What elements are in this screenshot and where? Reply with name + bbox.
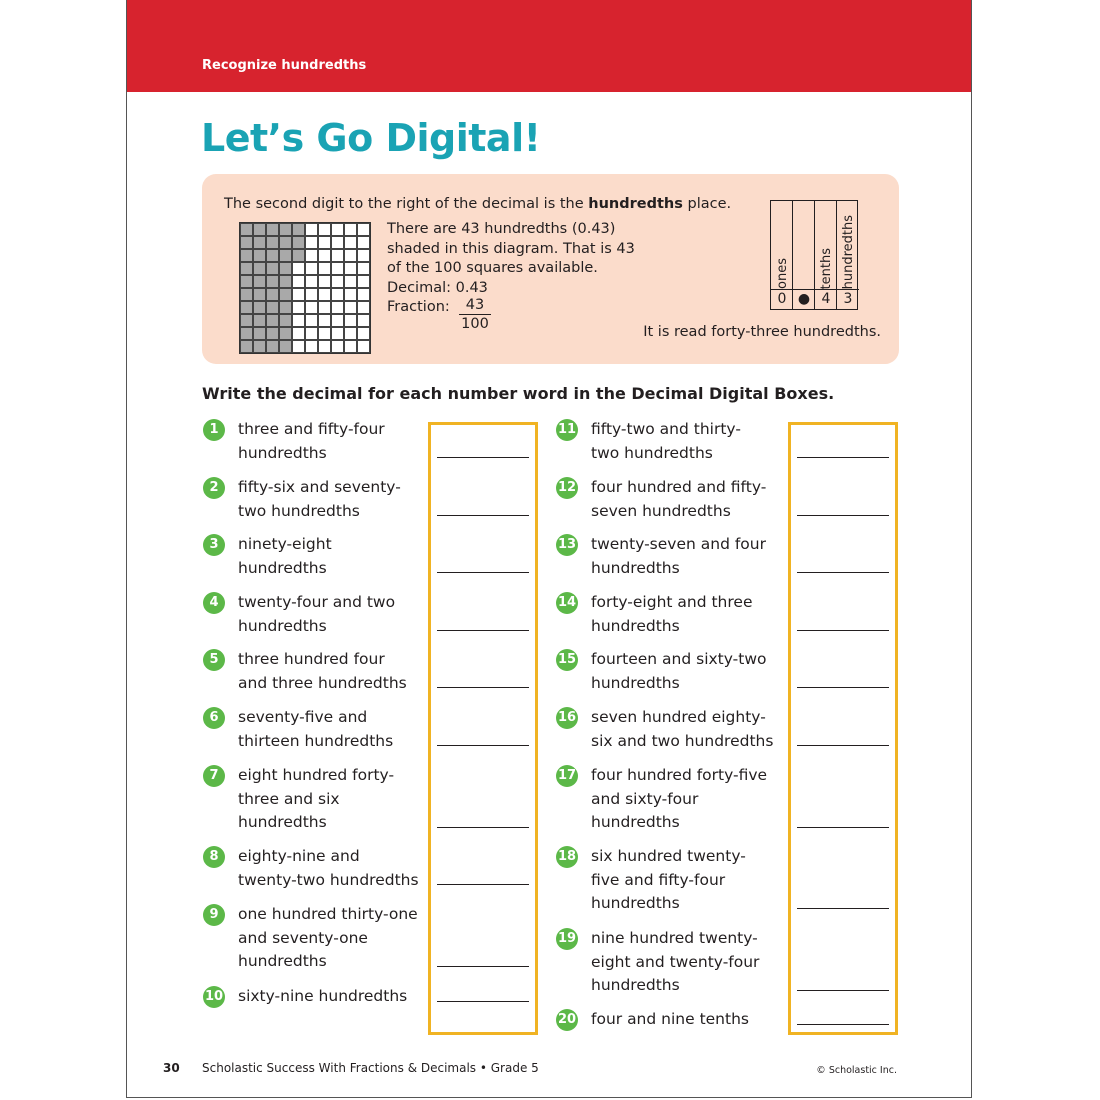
grid-square (279, 301, 292, 314)
grid-square (357, 262, 370, 275)
item-number-word: four hundred forty-five and sixty-four hundredths (591, 766, 768, 831)
grid-square (266, 314, 279, 327)
grid-square (240, 288, 253, 301)
place-value: 3 (837, 289, 859, 309)
grid-square (318, 314, 331, 327)
page-number: 30 (163, 1061, 180, 1075)
info-line-bold: hundredths (588, 196, 683, 212)
skill-label: Recognize hundredths (202, 58, 367, 73)
grid-square (318, 249, 331, 262)
grid-square (279, 340, 292, 353)
item-number-badge: 16 (556, 707, 578, 729)
explanation (387, 220, 635, 318)
grid-square (331, 249, 344, 262)
item-number-word: nine hundred twenty- eight and twenty-four hundredths (591, 929, 760, 994)
grid-square (318, 288, 331, 301)
fraction (459, 297, 491, 334)
explain-line: Fraction: (387, 299, 450, 315)
readout-text: It is read forty-three hundredths. (643, 324, 881, 340)
place-label: hundredths (840, 214, 856, 289)
grid-square (357, 340, 370, 353)
grid-square (279, 327, 292, 340)
item-number-badge: 4 (203, 592, 225, 614)
grid-square (318, 236, 331, 249)
place-col-header (837, 201, 859, 289)
grid-square (318, 275, 331, 288)
grid-square (357, 275, 370, 288)
item-number-word: three and fifty-four hundredths (238, 420, 385, 462)
instructions: Write the decimal for each number word in the Decimal Digital Boxes. (202, 384, 835, 403)
item-number-badge: 12 (556, 477, 578, 499)
grid-square (266, 262, 279, 275)
grid-square (292, 314, 305, 327)
grid-square (344, 223, 357, 236)
item-number-word: ninety-eight hundredths (238, 535, 332, 577)
grid-square (292, 340, 305, 353)
item-number-badge: 1 (203, 419, 225, 441)
grid-square (240, 275, 253, 288)
place-value-chart (770, 200, 858, 310)
item-number-badge: 17 (556, 765, 578, 787)
grid-square (240, 249, 253, 262)
item-number-word: twenty-seven and four hundredths (591, 535, 766, 577)
grid-square (253, 301, 266, 314)
grid-square (357, 288, 370, 301)
item-number-word: sixty-nine hundredths (238, 987, 408, 1005)
worksheet-page (126, 0, 972, 1098)
place-col-header (771, 201, 793, 289)
info-line-prefix: The second digit to the right of the decimal is the (224, 196, 589, 212)
grid-square (266, 223, 279, 236)
grid-square (344, 249, 357, 262)
item-number-badge: 14 (556, 592, 578, 614)
place-col-hundredths (837, 201, 859, 309)
grid-square (253, 314, 266, 327)
grid-square (266, 275, 279, 288)
grid-square (331, 314, 344, 327)
item-number-word: eight hundred forty- three and six hundredths (238, 766, 395, 831)
item-number-badge: 7 (203, 765, 225, 787)
grid-square (305, 275, 318, 288)
grid-square (279, 288, 292, 301)
place-label: ones (774, 258, 790, 289)
item-number-badge: 3 (203, 534, 225, 556)
grid-square (253, 249, 266, 262)
item-number-word: forty-eight and three hundredths (591, 593, 753, 635)
grid-square (292, 249, 305, 262)
grid-square (331, 288, 344, 301)
item-number-word: seven hundred eighty- six and two hundredths (591, 708, 774, 750)
grid-square (240, 301, 253, 314)
grid-square (357, 236, 370, 249)
grid-square (357, 249, 370, 262)
footer-title: Scholastic Success With Fractions & Decimals • Grade 5 (202, 1061, 539, 1075)
item-number-word: one hundred thirty-one and seventy-one hundredths (238, 905, 418, 970)
place-col-header (815, 201, 837, 289)
grid-square (292, 223, 305, 236)
item-number-badge: 11 (556, 419, 578, 441)
fraction-denominator: 100 (461, 316, 489, 332)
item-number-badge: 6 (203, 707, 225, 729)
info-box (202, 174, 899, 364)
grid-square (305, 249, 318, 262)
grid-square (240, 327, 253, 340)
grid-square (279, 236, 292, 249)
grid-square (279, 223, 292, 236)
place-col-tenths (815, 201, 837, 309)
grid-square (253, 262, 266, 275)
info-line-suffix: place. (682, 196, 732, 212)
place-value: 0 (771, 289, 793, 309)
grid-square (318, 223, 331, 236)
grid-square (331, 275, 344, 288)
item-number-badge: 15 (556, 649, 578, 671)
item-number-word: fifty-six and seventy- two hundredths (238, 478, 401, 520)
item-number-badge: 13 (556, 534, 578, 556)
grid-square (305, 262, 318, 275)
item-number-badge: 19 (556, 928, 578, 950)
item-number-word: four and nine tenths (591, 1010, 749, 1028)
header-banner (127, 0, 971, 92)
grid-square (318, 327, 331, 340)
grid-square (266, 327, 279, 340)
grid-square (331, 262, 344, 275)
grid-square (253, 275, 266, 288)
info-line (224, 196, 731, 212)
grid-square (357, 327, 370, 340)
grid-square (240, 340, 253, 353)
grid-square (279, 314, 292, 327)
explain-line: shaded in this diagram. That is 43 (387, 240, 635, 257)
grid-square (240, 236, 253, 249)
grid-square (331, 301, 344, 314)
grid-square (331, 340, 344, 353)
grid-square (292, 327, 305, 340)
grid-square (266, 288, 279, 301)
grid-square (292, 301, 305, 314)
place-col-decimal (793, 201, 815, 309)
explain-line: Decimal: 0.43 (387, 279, 488, 296)
grid-square (344, 262, 357, 275)
grid-square (253, 288, 266, 301)
copyright: © Scholastic Inc. (816, 1065, 897, 1076)
grid-square (253, 223, 266, 236)
item-number-word: fourteen and sixty-two hundredths (591, 650, 767, 692)
grid-square (344, 314, 357, 327)
grid-square (305, 288, 318, 301)
grid-square (253, 340, 266, 353)
grid-square (357, 314, 370, 327)
grid-square (344, 340, 357, 353)
grid-square (292, 288, 305, 301)
item-number-badge: 9 (203, 904, 225, 926)
grid-square (240, 223, 253, 236)
grid-square (344, 275, 357, 288)
grid-square (305, 327, 318, 340)
grid-square (240, 262, 253, 275)
page-title: Let’s Go Digital! (201, 116, 541, 160)
fraction-numerator: 43 (459, 297, 491, 315)
grid-square (318, 262, 331, 275)
grid-square (279, 275, 292, 288)
place-col-ones (771, 201, 793, 309)
grid-square (331, 236, 344, 249)
grid-square (266, 340, 279, 353)
item-number-badge: 10 (203, 986, 225, 1008)
item-number-word: six hundred twenty- five and fifty-four hundredths (591, 847, 746, 912)
grid-square (240, 314, 253, 327)
grid-square (344, 301, 357, 314)
grid-square (292, 236, 305, 249)
grid-square (318, 301, 331, 314)
decimal-point-icon: ● (793, 289, 815, 309)
grid-square (344, 327, 357, 340)
item-number-badge: 8 (203, 846, 225, 868)
item-number-word: twenty-four and two hundredths (238, 593, 396, 635)
grid-square (357, 223, 370, 236)
decimal-digital-box-left (428, 422, 538, 1035)
place-label: tenths (818, 247, 834, 289)
grid-square (266, 301, 279, 314)
grid-square (305, 236, 318, 249)
explain-line: There are 43 hundredths (0.43) (387, 221, 616, 237)
item-number-badge: 5 (203, 649, 225, 671)
grid-square (357, 301, 370, 314)
grid-square (305, 314, 318, 327)
grid-square (305, 340, 318, 353)
grid-square (331, 223, 344, 236)
grid-square (266, 249, 279, 262)
grid-square (318, 340, 331, 353)
hundredths-grid (239, 222, 371, 354)
grid-square (344, 236, 357, 249)
grid-square (253, 236, 266, 249)
explain-line: of the 100 squares available. (387, 260, 598, 276)
place-value: 4 (815, 289, 837, 309)
grid-square (331, 327, 344, 340)
grid-square (279, 262, 292, 275)
grid-square (305, 301, 318, 314)
item-number-badge: 20 (556, 1009, 578, 1031)
item-number-badge: 2 (203, 477, 225, 499)
item-number-badge: 18 (556, 846, 578, 868)
grid-square (305, 223, 318, 236)
grid-square (292, 275, 305, 288)
item-number-word: seventy-five and thirteen hundredths (238, 708, 394, 750)
item-number-word: fifty-two and thirty- two hundredths (591, 420, 741, 462)
place-col-header (793, 201, 815, 289)
grid-square (279, 249, 292, 262)
item-number-word: eighty-nine and twenty-two hundredths (238, 847, 419, 889)
grid-square (266, 236, 279, 249)
grid-square (292, 262, 305, 275)
grid-square (253, 327, 266, 340)
item-number-word: four hundred and fifty- seven hundredths (591, 478, 767, 520)
item-number-word: three hundred four and three hundredths (238, 650, 407, 692)
grid-square (344, 288, 357, 301)
decimal-digital-box-right (788, 422, 898, 1035)
